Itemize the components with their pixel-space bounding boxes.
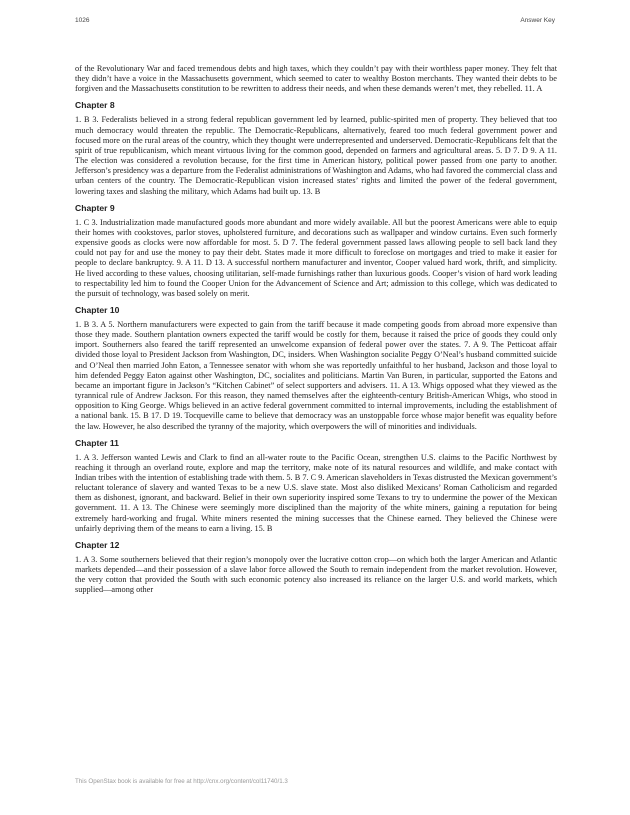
chapter-8-title: Chapter 8	[75, 100, 115, 111]
chapter-10-answers: 1. B 3. A 5. Northern manufacturers were expected to gain from the tariff because it made competing goods from abroad more expensive than those they made. Southern plantation owners expected the tariff would be costly for them, because it raised the price of goods they could only import. Southerners also feared the tariff represented an unwelcome expansion of federal power over the states. 7. A 9. The Petticoat affair divided those loyal to President Jackson from Washington, DC, insiders. When Washington socialite Peggy O’Neal’s husband committed suicide and O’Neal then married John Eaton, a Tennessee senator with whom she was reportedly unfaithful to her husband, Jackson and those loyal to him defended Peggy Eaton against other Washington, DC, socialites and politicians. Martin Van Buren, in particular, supported the Eatons and became an important figure in Jackson’s “Kitchen Cabinet” of select supporters and advisers. 11. A 13. Whigs opposed what they viewed as the tyrannical rule of Andrew Jackson. For this reason, they named themselves after the eighteenth-century British-American Whigs, who stood in opposition to King George. Whigs believed in an active federal government committed to internal improvements, including the establishment of a national bank. 15. B 17. D 19. Tocqueville came to believe that democracy was an unstoppable force whose major benefit was equality before the law. However, he also described the tyranny of the majority, which overpowers the will of minorities and individuals.	[75, 319, 557, 431]
section-title: Answer Key	[520, 17, 555, 24]
chapter-8-answers: 1. B 3. Federalists believed in a strong federal republican government led by learned, public-spirited men of property. They believed that too much democracy would threaten the republic. The Democratic-Republicans, alternatively, feared too much federal government power and focused more on the rural areas of the country, which they thought were underrepresented and underserved. Democratic-Republicans felt that the spirit of true republicanism, which meant virtuous living for the common good, depended on farmers and agricultural areas. 5. D 7. D 9. A 11. The election was considered a revolution because, for the first time in American history, political power passed from one party to another. Jefferson’s presidency was a departure from the Federalist administrations of Washington and Adams, who had favored the commercial class and urban centers of the country. The Democratic-Republican vision increased states’ rights and limited the power of the federal government, lowering taxes and slashing the military, which Adams had built up. 13. B	[75, 115, 557, 196]
chapter-11-answers: 1. A 3. Jefferson wanted Lewis and Clark to find an all-water route to the Pacific Ocean, strengthen U.S. claims to the Pacific Northwest by reaching it through an overland route, explore and map the territory, make note of its natural resources and wildlife, and make contact with Indian tribes with the intention of establishing trade with them. 5. B 7. C 9. American slaveholders in Texas distrusted the Mexican government’s reluctant tolerance of slavery and wanted Texas to be a new U.S. slave state. Most also disliked Mexicans’ Roman Catholicism and regarded them as dishonest, ignorant, and backward. Belief in their own superiority inspired some Texans to try to undermine the power of the Mexican government. 11. A 13. The Chinese were seemingly more disciplined than the majority of the white miners, gaining a reputation for being extremely hard-working and frugal. White miners resented the mining successes that the Chinese earned. They believed the Chinese were unfairly depriving them of the means to earn a living. 15. B	[75, 452, 557, 533]
chapter-11-title: Chapter 11	[75, 437, 119, 448]
page-header	[75, 17, 555, 27]
page-number: 1026	[75, 17, 90, 24]
chapter-9-answers: 1. C 3. Industrialization made manufactured goods more abundant and more widely available. All but the poorest Americans were able to equip their homes with cookstoves, parlor stoves, upholstered furniture, and decorations such as wallpaper and window curtains. Even such formerly expensive goods as clocks were now affordable for most. 5. D 7. The federal government passed laws allowing people to sell back land they could not pay for and use the money to pay their debt. States made it more difficult to foreclose on mortgages and tried to make it easier for people to declare bankruptcy. 9. A 11. D 13. A successful northern manufacturer and inventor, Cooper valued hard work, thrift, and simplicity. He lived according to these values, choosing utilitarian, self-made furnishings rather than luxurious goods. Cooper’s vision of hard work leading to respectability led him to found the Cooper Union for the Advancement of Science and Art; admission to this college, which was dedicated to the pursuit of technology, was based solely on merit.	[75, 217, 557, 298]
chapter-10-title: Chapter 10	[75, 304, 120, 315]
chapter-9-title: Chapter 9	[75, 202, 115, 213]
page-footer: This OpenStax book is available for free at http://cnx.org/content/col11740/1.3	[75, 778, 288, 785]
intro-paragraph: of the Revolutionary War and faced tremendous debts and high taxes, which they couldn’t pay with their worthless paper money. They felt that they didn’t have a voice in the Massachusetts government, which seemed to cater to wealthy Boston merchants. They wanted their debts to be forgiven and the Massachusetts constitution to be rewritten to address their needs, and when these demands weren’t met, they rebelled. 11. A	[75, 64, 557, 94]
answer-key-content	[75, 64, 557, 602]
chapter-12-title: Chapter 12	[75, 539, 120, 550]
chapter-12-answers: 1. A 3. Some southerners believed that their region’s monopoly over the lucrative cotton crop—on which both the larger American and Atlantic markets depended—and their possession of a slave labor force allowed the South to remain independent from the market revolution. However, the very cotton that provided the South with such economic potency also increased its reliance on the larger U.S. and world markets, which supplied—among other	[75, 554, 557, 595]
